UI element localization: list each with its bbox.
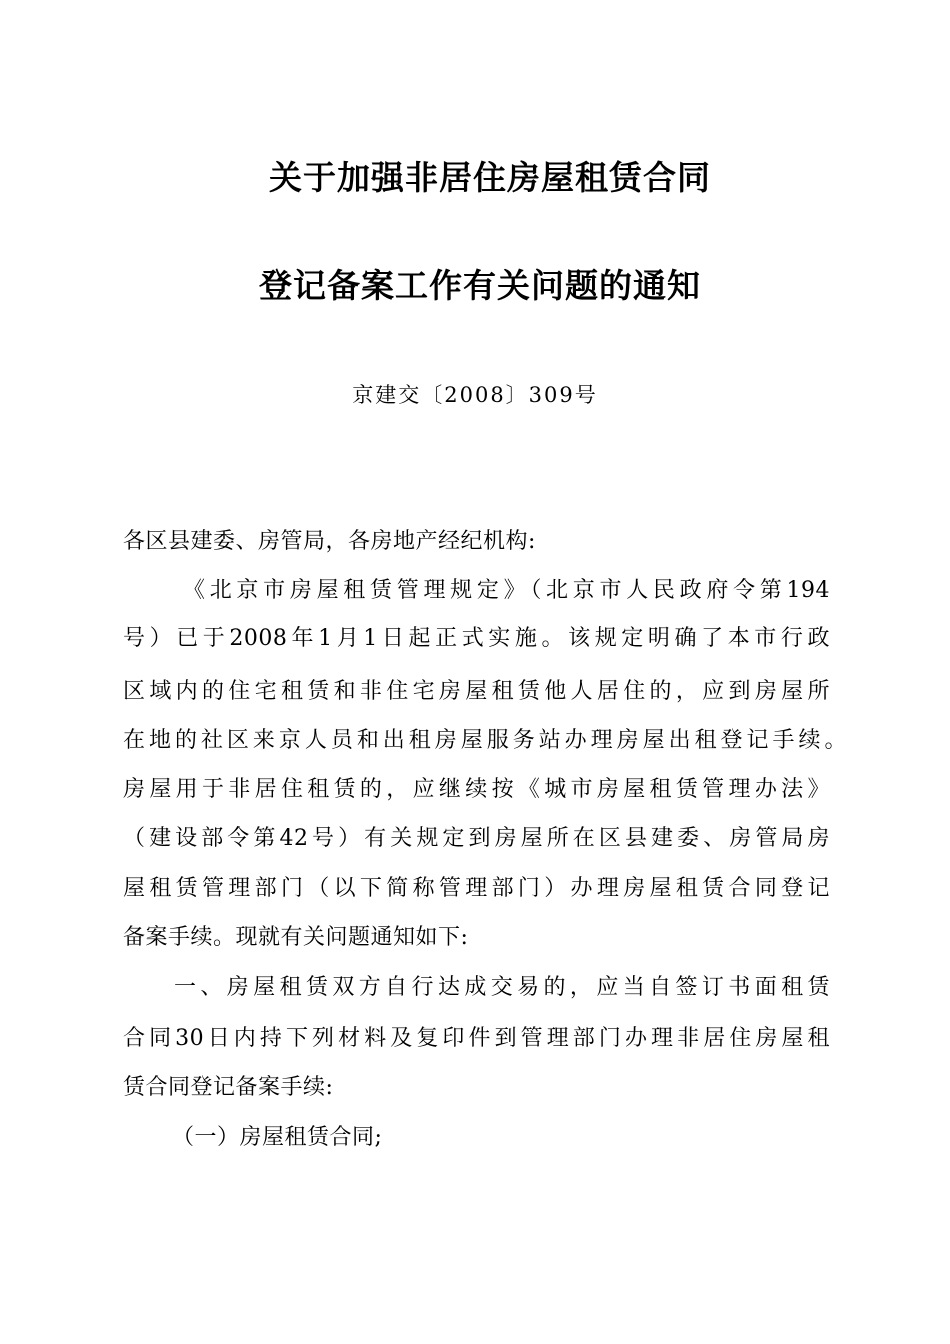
body-line: （建设部令第42号）有关规定到房屋所在区县建委、房管局房	[123, 826, 830, 851]
document-number: 京建交〔2008〕309号	[352, 383, 598, 407]
body-line: 《北京市房屋租赁管理规定》（北京市人民政府令第194	[183, 578, 830, 603]
body-line: 号）已于2008年1月1日起正式实施。该规定明确了本市行政	[123, 626, 830, 651]
body-line: 区域内的住宅租赁和非住宅房屋租赁他人居住的，应到房屋所	[123, 679, 830, 704]
body-line: 在地的社区来京人员和出租房屋服务站办理房屋出租登记手续。	[123, 728, 847, 753]
document-title-line-2: 登记备案工作有关问题的通知	[259, 266, 701, 305]
list-item-line: （一）房屋租赁合同;	[172, 1125, 383, 1150]
body-line: 屋租赁管理部门（以下简称管理部门）办理房屋租赁合同登记	[123, 876, 830, 901]
body-line: 备案手续。现就有关问题通知如下:	[123, 925, 469, 950]
body-line: 赁合同登记备案手续:	[123, 1075, 334, 1100]
body-line: 房屋用于非居住租赁的，应继续按《城市房屋租赁管理办法》	[123, 777, 830, 802]
body-line: 合同30日内持下列材料及复印件到管理部门办理非居住房屋租	[123, 1026, 830, 1051]
section-heading-line: 一、房屋租赁双方自行达成交易的，应当自签订书面租赁	[174, 975, 830, 1000]
salutation-line: 各区县建委、房管局，各房地产经纪机构:	[123, 529, 536, 554]
document-title-line-1: 关于加强非居住房屋租赁合同	[269, 158, 711, 197]
